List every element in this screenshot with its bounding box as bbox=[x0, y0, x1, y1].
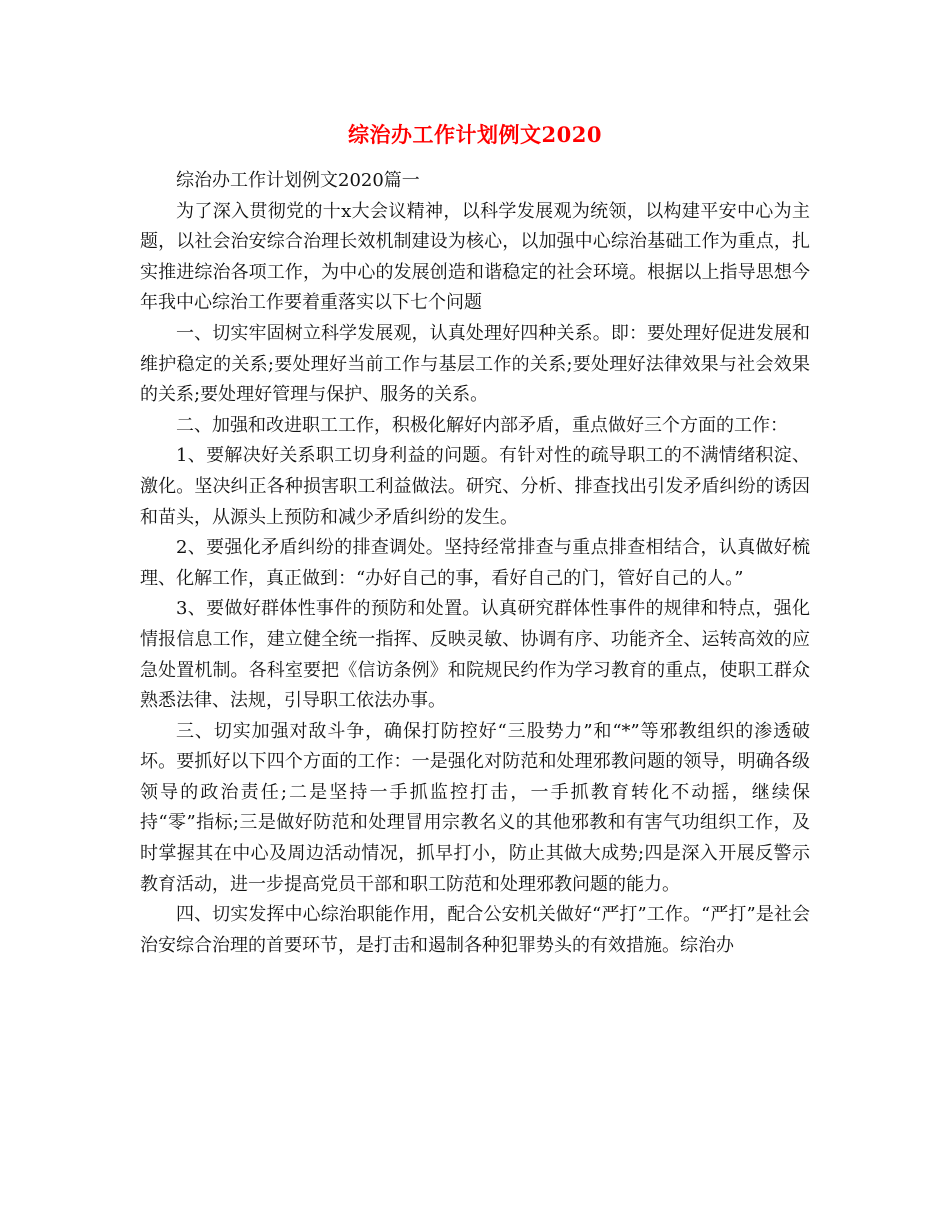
section-heading: 综治办工作计划例文2020篇一 bbox=[176, 170, 420, 191]
document-body bbox=[140, 166, 810, 961]
paragraph: 二、加强和改进职工工作，积极化解好内部矛盾，重点做好三个方面的工作： bbox=[176, 414, 788, 436]
paragraph: 为了深入贯彻党的十x大会议精神，以科学发展观为统领，以构建平安中心为主题，以社会治安综合治理长效机制建设为核心，以加强中心综治基础工作为重点，扎实推进综治各项工作，为中心的发展创造和谐稳定的社会环境。根据以上指导思想今年我中心综治工作要着重落实以下七个问题 bbox=[140, 200, 810, 314]
paragraph: 2、要强化矛盾纠纷的排查调处。坚持经常排查与重点排查相结合，认真做好梳理、化解工作，真正做到：“办好自己的事，看好自己的门，管好自己的人。” bbox=[140, 537, 810, 589]
paragraph: 1、要解决好关系职工切身利益的问题。有针对性的疏导职工的不满情绪积淀、激化。坚决纠正各种损害职工利益做法。研究、分析、排查找出引发矛盾纠纷的诱因和苗头，从源头上预防和减少矛盾纠纷的发生。 bbox=[140, 445, 810, 528]
paragraph: 一、切实牢固树立科学发展观，认真处理好四种关系。即：要处理好促进发展和维护稳定的关系;要处理好当前工作与基层工作的关系;要处理好法律效果与社会效果的关系;要处理好管理与保护、服务的关系。 bbox=[140, 322, 810, 406]
paragraph: 三、切实加强对敌斗争，确保打防控好“三股势力”和“*”等邪教组织的渗透破坏。要抓好以下四个方面的工作：一是强化对防范和处理邪教问题的领导，明确各级领导的政治责任;二是坚持一手抓监控打击，一手抓教育转化不动摇，继续保持“零”指标;三是做好防范和处理冒用宗教名义的其他邪教和有害气功组织工作，及时掌握其在中心及周边活动情况，抓早打小，防止其做大成势;四是深入开展反警示教育活动，进一步提高党员干部和职工防范和处理邪教问题的能力。 bbox=[140, 720, 810, 895]
paragraph: 四、切实发挥中心综治职能作用，配合公安机关做好“严打”工作。“严打”是社会治安综合治理的首要环节，是打击和遏制各种犯罪势头的有效措施。综治办 bbox=[140, 904, 810, 956]
document-title: 综治办工作计划例文2020 bbox=[348, 122, 602, 147]
paragraph: 3、要做好群体性事件的预防和处置。认真研究群体性事件的规律和特点，强化情报信息工作，建立健全统一指挥、反映灵敏、协调有序、功能齐全、运转高效的应急处置机制。各科室要把《信访条例》和院规民约作为学习教育的重点，使职工群众熟悉法律、法规，引导职工依法办事。 bbox=[140, 598, 810, 712]
